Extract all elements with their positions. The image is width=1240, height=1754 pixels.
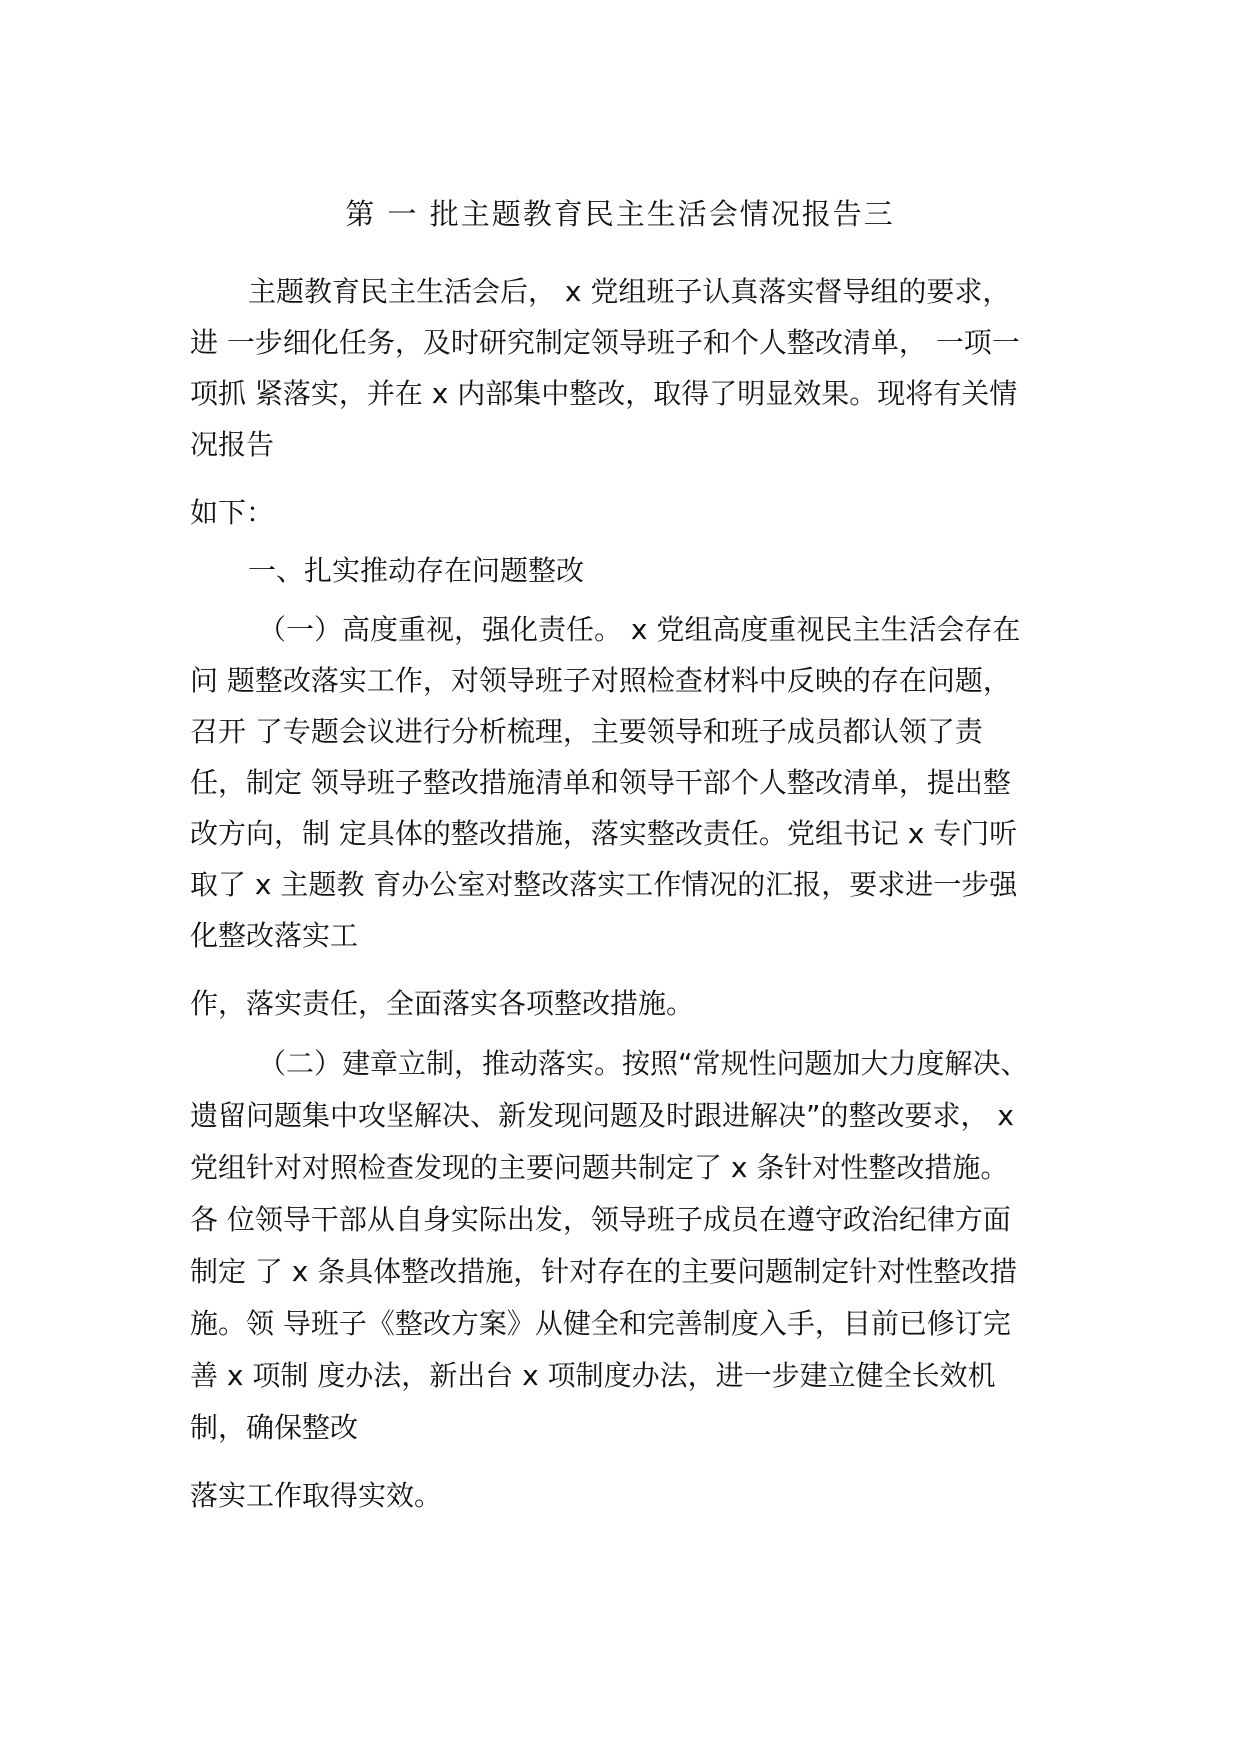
paragraph-line: 制，确保整改 xyxy=(190,1411,359,1444)
paragraph-line: 取了 x 主题教 育办公室对整改落实工作情况的汇报，要求进一步强 xyxy=(190,868,1018,901)
paragraph-line: 改方向，制 定具体的整改措施，落实整改责任。党组书记 x 专门听 xyxy=(190,817,1018,850)
paragraph-line: 项抓 紧落实，并在 x 内部集中整改，取得了明显效果。现将有关情 xyxy=(190,377,1018,410)
paragraph-line: 善 x 项制 度办法，新出台 x 项制度办法，进一步建立健全长效机 xyxy=(190,1359,996,1392)
paragraph-line: 主题教育民主生活会后， x 党组班子认真落实督导组的要求， xyxy=(248,275,1011,308)
paragraph-line: 遗留问题集中攻坚解决、新发现问题及时跟进解决”的整改要求， x xyxy=(190,1099,1014,1132)
paragraph-line: 如下： xyxy=(190,496,275,529)
paragraph-line: 施。领 导班子《整改方案》从健全和完善制度入手，目前已修订完 xyxy=(190,1307,1011,1340)
paragraph-line: （二）建章立制，推动落实。按照“常规性问题加大力度解决、 xyxy=(258,1047,1029,1080)
paragraph-line: 进 一步细化任务，及时研究制定领导班子和个人整改清单， 一项一 xyxy=(190,326,1020,359)
document-title: 第 一 批主题教育民主生活会情况报告三 xyxy=(345,197,895,231)
section-heading: 一、扎实推动存在问题整改 xyxy=(248,554,585,587)
paragraph-line: 党组针对对照检查发现的主要问题共制定了 x 条针对性整改措施。 xyxy=(190,1151,1009,1184)
paragraph-line: 况报告 xyxy=(190,428,275,461)
paragraph-line: 任，制定 领导班子整改措施清单和领导干部个人整改清单，提出整 xyxy=(190,766,1011,799)
paragraph-line: 制定 了 x 条具体整改措施，针对存在的主要问题制定针对性整改措 xyxy=(190,1255,1018,1288)
paragraph-line: 化整改落实工 xyxy=(190,919,359,952)
paragraph-line: 落实工作取得实效。 xyxy=(190,1479,443,1512)
paragraph-line: （一）高度重视，强化责任。 x 党组高度重视民主生活会存在 xyxy=(258,613,1021,646)
paragraph-line: 各 位领导干部从自身实际出发，领导班子成员在遵守政治纪律方面 xyxy=(190,1203,1011,1236)
paragraph-line: 问 题整改落实工作，对领导班子对照检查材料中反映的存在问题， xyxy=(190,664,1011,697)
paragraph-line: 召开 了专题会议进行分析梳理，主要领导和班子成员都认领了责 xyxy=(190,715,983,748)
paragraph-line: 作，落实责任，全面落实各项整改措施。 xyxy=(190,987,695,1020)
